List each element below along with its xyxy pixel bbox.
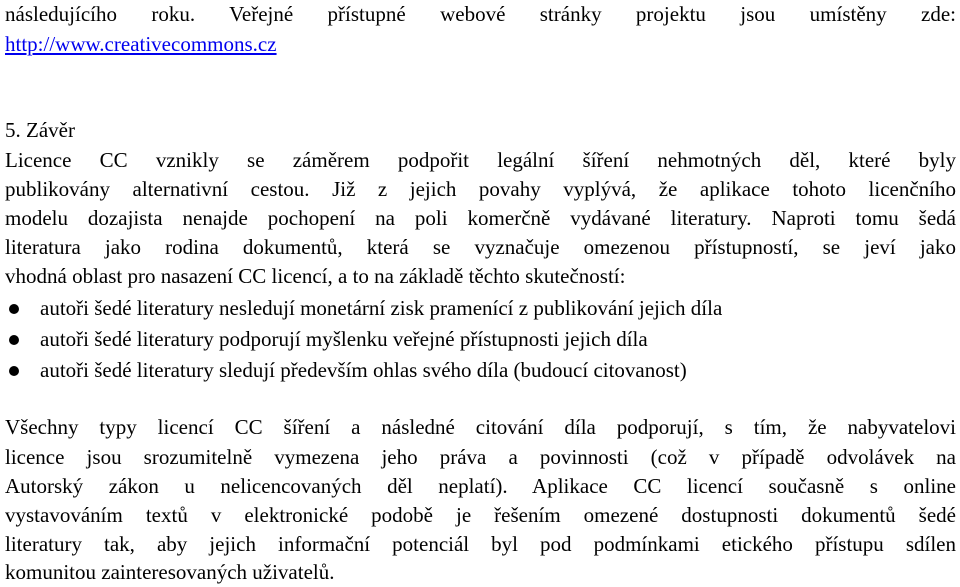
bullet-icon — [9, 304, 19, 314]
paragraph-line: Licence CC vznikly se záměrem podpořit legální šíření nehmotných děl, které byly — [5, 148, 956, 172]
paragraph-line: literatura jako rodina dokumentů, která se vyznačuje omezenou přístupností, se jeví jako — [5, 235, 956, 259]
list-item-text: autoři šedé literatury sledují především ohlas svého díla (budoucí citovanost) — [40, 358, 687, 382]
closing-line: Všechny typy licencí CC šíření a následné citování díla podporují, s tím, že nabyvatelovi — [5, 415, 956, 439]
paragraph-line: publikovány alternativní cestou. Již z jejich povahy vyplývá, že aplikace tohoto licenčního — [5, 177, 956, 201]
creativecommons-link[interactable]: http://www.creativecommons.cz — [5, 32, 277, 56]
paragraph-line: vhodná oblast pro nasazení CC licencí, a to na základě těchto skutečností: — [5, 264, 626, 288]
closing-line: licence jsou srozumitelně vymezena jeho práva a povinnosti (což v případě odvolávek na — [5, 445, 956, 469]
intro-line: následujícího roku. Veřejné přístupné webové stránky projektu jsou umístěny zde: — [5, 2, 956, 26]
bullet-icon — [9, 335, 19, 345]
closing-line: vystavováním textů v elektronické podobě je řešením omezené dostupnosti dokumentů šedé — [5, 503, 956, 527]
bullet-icon — [9, 366, 19, 376]
creativecommons-link-line — [5, 30, 956, 59]
closing-line: Autorský zákon u nelicencovaných děl neplatí). Aplikace CC licencí současně s online — [5, 474, 956, 498]
list-item-text: autoři šedé literatury nesledují monetární zisk pramenící z publikování jejich díla — [40, 296, 723, 320]
closing-line: literatury tak, aby jejich informační potenciál byl pod podmínkami etického přístupu sdílen — [5, 532, 956, 556]
section-heading: 5. Závěr — [5, 118, 75, 142]
closing-line: komunitou zainteresovaných uživatelů. — [5, 560, 335, 584]
list-item-text: autoři šedé literatury podporují myšlenku veřejné přístupnosti jejich díla — [40, 327, 648, 351]
paragraph-line: modelu dozajista nenajde pochopení na poli komerčně vydávané literatury. Naproti tomu šedá — [5, 206, 956, 230]
